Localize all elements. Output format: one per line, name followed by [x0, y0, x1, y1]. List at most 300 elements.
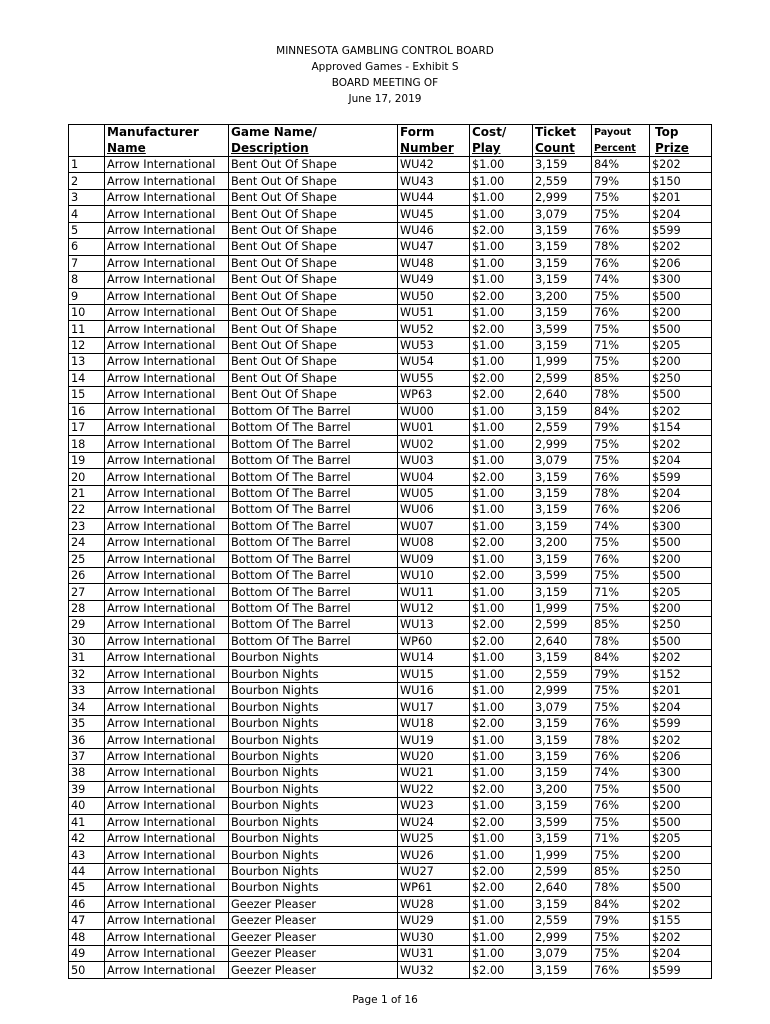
- game-name: Bottom Of The Barrel: [229, 518, 398, 534]
- table-row: [69, 337, 712, 353]
- table-row: [69, 798, 712, 814]
- manufacturer-name: Arrow International: [105, 880, 229, 896]
- top-prize: $202: [650, 929, 712, 945]
- manufacturer-name: Arrow International: [105, 502, 229, 518]
- ticket-count: 3,079: [533, 946, 592, 962]
- top-prize: $500: [650, 880, 712, 896]
- row-number: 31: [69, 650, 105, 666]
- game-name: Bourbon Nights: [229, 863, 398, 879]
- ticket-count: 3,159: [533, 502, 592, 518]
- payout-percent: 75%: [592, 946, 650, 962]
- form-number: WU52: [398, 321, 470, 337]
- manufacturer-name: Arrow International: [105, 830, 229, 846]
- table-row: [69, 239, 712, 255]
- cost-per-play: $1.00: [470, 798, 533, 814]
- ticket-count: 3,159: [533, 157, 592, 173]
- top-prize: $202: [650, 436, 712, 452]
- form-number: WU06: [398, 502, 470, 518]
- cost-per-play: $2.00: [470, 962, 533, 978]
- game-name: Bottom Of The Barrel: [229, 485, 398, 501]
- manufacturer-name: Arrow International: [105, 518, 229, 534]
- table-row: [69, 157, 712, 173]
- payout-percent: 76%: [592, 962, 650, 978]
- table-row: [69, 748, 712, 764]
- top-prize: $205: [650, 337, 712, 353]
- top-prize: $300: [650, 518, 712, 534]
- manufacturer-name: Arrow International: [105, 699, 229, 715]
- cost-per-play: $2.00: [470, 617, 533, 633]
- col-subheader-count: Count: [533, 141, 592, 157]
- form-number: WU28: [398, 896, 470, 912]
- table-row: [69, 765, 712, 781]
- game-name: Bent Out Of Shape: [229, 222, 398, 238]
- row-number: 23: [69, 518, 105, 534]
- header-organization: MINNESOTA GAMBLING CONTROL BOARD: [276, 45, 494, 57]
- table-row: [69, 781, 712, 797]
- cost-per-play: $2.00: [470, 633, 533, 649]
- row-number: 46: [69, 896, 105, 912]
- ticket-count: 3,159: [533, 584, 592, 600]
- game-name: Bourbon Nights: [229, 781, 398, 797]
- approved-games-table: [68, 124, 712, 979]
- top-prize: $200: [650, 847, 712, 863]
- ticket-count: 3,159: [533, 337, 592, 353]
- cost-per-play: $1.00: [470, 420, 533, 436]
- manufacturer-name: Arrow International: [105, 732, 229, 748]
- table-row: [69, 567, 712, 583]
- ticket-count: 3,599: [533, 814, 592, 830]
- row-number: 39: [69, 781, 105, 797]
- cost-per-play: $2.00: [470, 321, 533, 337]
- table-row: [69, 863, 712, 879]
- row-number: 27: [69, 584, 105, 600]
- table-row: [69, 633, 712, 649]
- table-row: [69, 387, 712, 403]
- cost-per-play: $1.00: [470, 436, 533, 452]
- top-prize: $200: [650, 600, 712, 616]
- row-number: 40: [69, 798, 105, 814]
- top-prize: $204: [650, 452, 712, 468]
- manufacturer-name: Arrow International: [105, 485, 229, 501]
- ticket-count: 2,640: [533, 880, 592, 896]
- row-number: 24: [69, 535, 105, 551]
- table-row: [69, 830, 712, 846]
- row-number: 36: [69, 732, 105, 748]
- manufacturer-name: Arrow International: [105, 962, 229, 978]
- game-name: Bent Out Of Shape: [229, 304, 398, 320]
- game-name: Bourbon Nights: [229, 732, 398, 748]
- form-number: WU14: [398, 650, 470, 666]
- top-prize: $204: [650, 485, 712, 501]
- top-prize: $250: [650, 370, 712, 386]
- ticket-count: 3,159: [533, 732, 592, 748]
- form-number: WU19: [398, 732, 470, 748]
- table-row: [69, 469, 712, 485]
- payout-percent: 75%: [592, 354, 650, 370]
- row-number: 45: [69, 880, 105, 896]
- row-number: 37: [69, 748, 105, 764]
- top-prize: $155: [650, 913, 712, 929]
- form-number: WU07: [398, 518, 470, 534]
- table-row: [69, 847, 712, 863]
- row-number: 26: [69, 567, 105, 583]
- cost-per-play: $1.00: [470, 206, 533, 222]
- form-number: WU50: [398, 288, 470, 304]
- row-number: 6: [69, 239, 105, 255]
- ticket-count: 3,159: [533, 650, 592, 666]
- manufacturer-name: Arrow International: [105, 781, 229, 797]
- table-row: [69, 304, 712, 320]
- form-number: WP60: [398, 633, 470, 649]
- cost-per-play: $1.00: [470, 157, 533, 173]
- ticket-count: 3,159: [533, 222, 592, 238]
- manufacturer-name: Arrow International: [105, 748, 229, 764]
- cost-per-play: $1.00: [470, 929, 533, 945]
- game-name: Bottom Of The Barrel: [229, 567, 398, 583]
- ticket-count: 3,159: [533, 518, 592, 534]
- cost-per-play: $1.00: [470, 748, 533, 764]
- payout-percent: 75%: [592, 683, 650, 699]
- ticket-count: 3,599: [533, 321, 592, 337]
- payout-percent: 75%: [592, 929, 650, 945]
- form-number: WU09: [398, 551, 470, 567]
- top-prize: $204: [650, 699, 712, 715]
- form-number: WU24: [398, 814, 470, 830]
- cost-per-play: $1.00: [470, 847, 533, 863]
- ticket-count: 1,999: [533, 847, 592, 863]
- ticket-count: 3,079: [533, 452, 592, 468]
- manufacturer-name: Arrow International: [105, 157, 229, 173]
- manufacturer-name: Arrow International: [105, 600, 229, 616]
- ticket-count: 3,200: [533, 535, 592, 551]
- manufacturer-name: Arrow International: [105, 304, 229, 320]
- table-body: [69, 157, 712, 979]
- game-name: Bent Out Of Shape: [229, 272, 398, 288]
- cost-per-play: $1.00: [470, 946, 533, 962]
- col-header-form: Form: [398, 125, 470, 141]
- table-row: [69, 535, 712, 551]
- game-name: Bent Out Of Shape: [229, 189, 398, 205]
- ticket-count: 1,999: [533, 354, 592, 370]
- game-name: Bourbon Nights: [229, 847, 398, 863]
- top-prize: $500: [650, 781, 712, 797]
- col-subheader-prize: Prize: [650, 141, 712, 157]
- ticket-count: 3,159: [533, 239, 592, 255]
- row-number: 10: [69, 304, 105, 320]
- payout-percent: 75%: [592, 535, 650, 551]
- game-name: Bourbon Nights: [229, 699, 398, 715]
- game-name: Geezer Pleaser: [229, 929, 398, 945]
- cost-per-play: $2.00: [470, 715, 533, 731]
- row-number: 12: [69, 337, 105, 353]
- col-header-payout: Payout: [592, 125, 650, 141]
- payout-percent: 71%: [592, 337, 650, 353]
- ticket-count: 3,159: [533, 272, 592, 288]
- form-number: WU55: [398, 370, 470, 386]
- ticket-count: 3,079: [533, 699, 592, 715]
- payout-percent: 75%: [592, 699, 650, 715]
- manufacturer-name: Arrow International: [105, 469, 229, 485]
- manufacturer-name: Arrow International: [105, 798, 229, 814]
- manufacturer-name: Arrow International: [105, 847, 229, 863]
- cost-per-play: $1.00: [470, 272, 533, 288]
- ticket-count: 2,999: [533, 189, 592, 205]
- form-number: WU54: [398, 354, 470, 370]
- game-name: Bottom Of The Barrel: [229, 469, 398, 485]
- payout-percent: 75%: [592, 567, 650, 583]
- table-row: [69, 683, 712, 699]
- table-row: [69, 896, 712, 912]
- table-row: [69, 650, 712, 666]
- manufacturer-name: Arrow International: [105, 452, 229, 468]
- form-number: WU45: [398, 206, 470, 222]
- col-header-ticket: Ticket: [533, 125, 592, 141]
- payout-percent: 78%: [592, 239, 650, 255]
- game-name: Bent Out Of Shape: [229, 255, 398, 271]
- game-name: Geezer Pleaser: [229, 896, 398, 912]
- form-number: WU46: [398, 222, 470, 238]
- game-name: Bottom Of The Barrel: [229, 617, 398, 633]
- ticket-count: 3,159: [533, 255, 592, 271]
- top-prize: $206: [650, 502, 712, 518]
- table-row: [69, 485, 712, 501]
- header-row-2: [69, 141, 712, 157]
- cost-per-play: $1.00: [470, 830, 533, 846]
- col-header-cost: Cost/: [470, 125, 533, 141]
- manufacturer-name: Arrow International: [105, 814, 229, 830]
- cost-per-play: $1.00: [470, 502, 533, 518]
- ticket-count: 3,159: [533, 962, 592, 978]
- game-name: Bourbon Nights: [229, 683, 398, 699]
- top-prize: $206: [650, 748, 712, 764]
- top-prize: $200: [650, 304, 712, 320]
- table-row: [69, 814, 712, 830]
- ticket-count: 2,559: [533, 173, 592, 189]
- form-number: WU02: [398, 436, 470, 452]
- col-subheader-percent: Percent: [592, 141, 650, 157]
- form-number: WU25: [398, 830, 470, 846]
- col-header-top: Top: [650, 125, 712, 141]
- form-number: WU27: [398, 863, 470, 879]
- table-row: [69, 420, 712, 436]
- top-prize: $599: [650, 715, 712, 731]
- col-subheader-description: Description: [229, 141, 398, 157]
- top-prize: $500: [650, 535, 712, 551]
- payout-percent: 85%: [592, 863, 650, 879]
- manufacturer-name: Arrow International: [105, 354, 229, 370]
- top-prize: $250: [650, 863, 712, 879]
- top-prize: $202: [650, 732, 712, 748]
- row-number: 13: [69, 354, 105, 370]
- manufacturer-name: Arrow International: [105, 551, 229, 567]
- manufacturer-name: Arrow International: [105, 272, 229, 288]
- form-number: WU01: [398, 420, 470, 436]
- ticket-count: 2,640: [533, 387, 592, 403]
- table-row: [69, 173, 712, 189]
- ticket-count: 2,599: [533, 863, 592, 879]
- payout-percent: 84%: [592, 896, 650, 912]
- game-name: Bourbon Nights: [229, 830, 398, 846]
- game-name: Bottom Of The Barrel: [229, 584, 398, 600]
- cost-per-play: $1.00: [470, 666, 533, 682]
- ticket-count: 3,159: [533, 469, 592, 485]
- cost-per-play: $1.00: [470, 452, 533, 468]
- game-name: Bourbon Nights: [229, 666, 398, 682]
- game-name: Bottom Of The Barrel: [229, 420, 398, 436]
- table-row: [69, 321, 712, 337]
- game-name: Bottom Of The Barrel: [229, 535, 398, 551]
- game-name: Bent Out Of Shape: [229, 321, 398, 337]
- manufacturer-name: Arrow International: [105, 436, 229, 452]
- manufacturer-name: Arrow International: [105, 683, 229, 699]
- document-header: [0, 43, 770, 107]
- table-row: [69, 272, 712, 288]
- ticket-count: 3,200: [533, 781, 592, 797]
- ticket-count: 2,999: [533, 929, 592, 945]
- table-row: [69, 255, 712, 271]
- form-number: WU00: [398, 403, 470, 419]
- ticket-count: 2,599: [533, 370, 592, 386]
- row-number: 35: [69, 715, 105, 731]
- row-number: 32: [69, 666, 105, 682]
- manufacturer-name: Arrow International: [105, 765, 229, 781]
- form-number: WU31: [398, 946, 470, 962]
- col-subheader-play: Play: [470, 141, 533, 157]
- col-subheader-name: Name: [105, 141, 229, 157]
- table-row: [69, 206, 712, 222]
- payout-percent: 78%: [592, 485, 650, 501]
- row-number: 49: [69, 946, 105, 962]
- row-number: 33: [69, 683, 105, 699]
- game-name: Bourbon Nights: [229, 650, 398, 666]
- payout-percent: 75%: [592, 781, 650, 797]
- top-prize: $202: [650, 157, 712, 173]
- row-number: 14: [69, 370, 105, 386]
- payout-percent: 76%: [592, 222, 650, 238]
- ticket-count: 2,599: [533, 617, 592, 633]
- payout-percent: 75%: [592, 189, 650, 205]
- payout-percent: 78%: [592, 880, 650, 896]
- col-subheader-index: [69, 141, 105, 157]
- manufacturer-name: Arrow International: [105, 206, 229, 222]
- cost-per-play: $1.00: [470, 600, 533, 616]
- top-prize: $500: [650, 567, 712, 583]
- cost-per-play: $1.00: [470, 189, 533, 205]
- form-number: WU18: [398, 715, 470, 731]
- top-prize: $599: [650, 469, 712, 485]
- ticket-count: 3,599: [533, 567, 592, 583]
- manufacturer-name: Arrow International: [105, 896, 229, 912]
- row-number: 47: [69, 913, 105, 929]
- form-number: WP61: [398, 880, 470, 896]
- row-number: 15: [69, 387, 105, 403]
- form-number: WU47: [398, 239, 470, 255]
- row-number: 1: [69, 157, 105, 173]
- manufacturer-name: Arrow International: [105, 370, 229, 386]
- table-row: [69, 354, 712, 370]
- form-number: WU05: [398, 485, 470, 501]
- table-row: [69, 600, 712, 616]
- payout-percent: 71%: [592, 584, 650, 600]
- form-number: WU43: [398, 173, 470, 189]
- manufacturer-name: Arrow International: [105, 863, 229, 879]
- form-number: WU21: [398, 765, 470, 781]
- payout-percent: 79%: [592, 913, 650, 929]
- table-row: [69, 946, 712, 962]
- row-number: 18: [69, 436, 105, 452]
- game-name: Bottom Of The Barrel: [229, 436, 398, 452]
- form-number: WU51: [398, 304, 470, 320]
- manufacturer-name: Arrow International: [105, 929, 229, 945]
- payout-percent: 79%: [592, 420, 650, 436]
- row-number: 34: [69, 699, 105, 715]
- game-name: Bottom Of The Barrel: [229, 633, 398, 649]
- top-prize: $202: [650, 896, 712, 912]
- cost-per-play: $2.00: [470, 863, 533, 879]
- table-row: [69, 518, 712, 534]
- form-number: WU10: [398, 567, 470, 583]
- ticket-count: 3,159: [533, 830, 592, 846]
- cost-per-play: $1.00: [470, 403, 533, 419]
- ticket-count: 2,559: [533, 666, 592, 682]
- ticket-count: 3,159: [533, 748, 592, 764]
- manufacturer-name: Arrow International: [105, 403, 229, 419]
- cost-per-play: $1.00: [470, 304, 533, 320]
- top-prize: $599: [650, 222, 712, 238]
- cost-per-play: $1.00: [470, 683, 533, 699]
- form-number: WU29: [398, 913, 470, 929]
- manufacturer-name: Arrow International: [105, 913, 229, 929]
- top-prize: $204: [650, 946, 712, 962]
- top-prize: $200: [650, 798, 712, 814]
- manufacturer-name: Arrow International: [105, 255, 229, 271]
- game-name: Bent Out Of Shape: [229, 354, 398, 370]
- manufacturer-name: Arrow International: [105, 288, 229, 304]
- manufacturer-name: Arrow International: [105, 321, 229, 337]
- game-name: Bottom Of The Barrel: [229, 403, 398, 419]
- cost-per-play: $2.00: [470, 781, 533, 797]
- cost-per-play: $2.00: [470, 535, 533, 551]
- table-row: [69, 929, 712, 945]
- payout-percent: 85%: [592, 617, 650, 633]
- game-name: Bent Out Of Shape: [229, 173, 398, 189]
- game-name: Bent Out Of Shape: [229, 337, 398, 353]
- table-row: [69, 715, 712, 731]
- table-row: [69, 452, 712, 468]
- cost-per-play: $1.00: [470, 173, 533, 189]
- payout-percent: 75%: [592, 600, 650, 616]
- col-header-index: [69, 125, 105, 141]
- top-prize: $300: [650, 765, 712, 781]
- table-row: [69, 913, 712, 929]
- form-number: WU53: [398, 337, 470, 353]
- top-prize: $201: [650, 683, 712, 699]
- top-prize: $154: [650, 420, 712, 436]
- manufacturer-name: Arrow International: [105, 420, 229, 436]
- manufacturer-name: Arrow International: [105, 715, 229, 731]
- top-prize: $202: [650, 403, 712, 419]
- game-name: Bent Out Of Shape: [229, 288, 398, 304]
- payout-percent: 75%: [592, 436, 650, 452]
- payout-percent: 74%: [592, 765, 650, 781]
- top-prize: $500: [650, 633, 712, 649]
- top-prize: $205: [650, 584, 712, 600]
- row-number: 20: [69, 469, 105, 485]
- payout-percent: 84%: [592, 650, 650, 666]
- payout-percent: 76%: [592, 551, 650, 567]
- game-name: Bent Out Of Shape: [229, 206, 398, 222]
- row-number: 7: [69, 255, 105, 271]
